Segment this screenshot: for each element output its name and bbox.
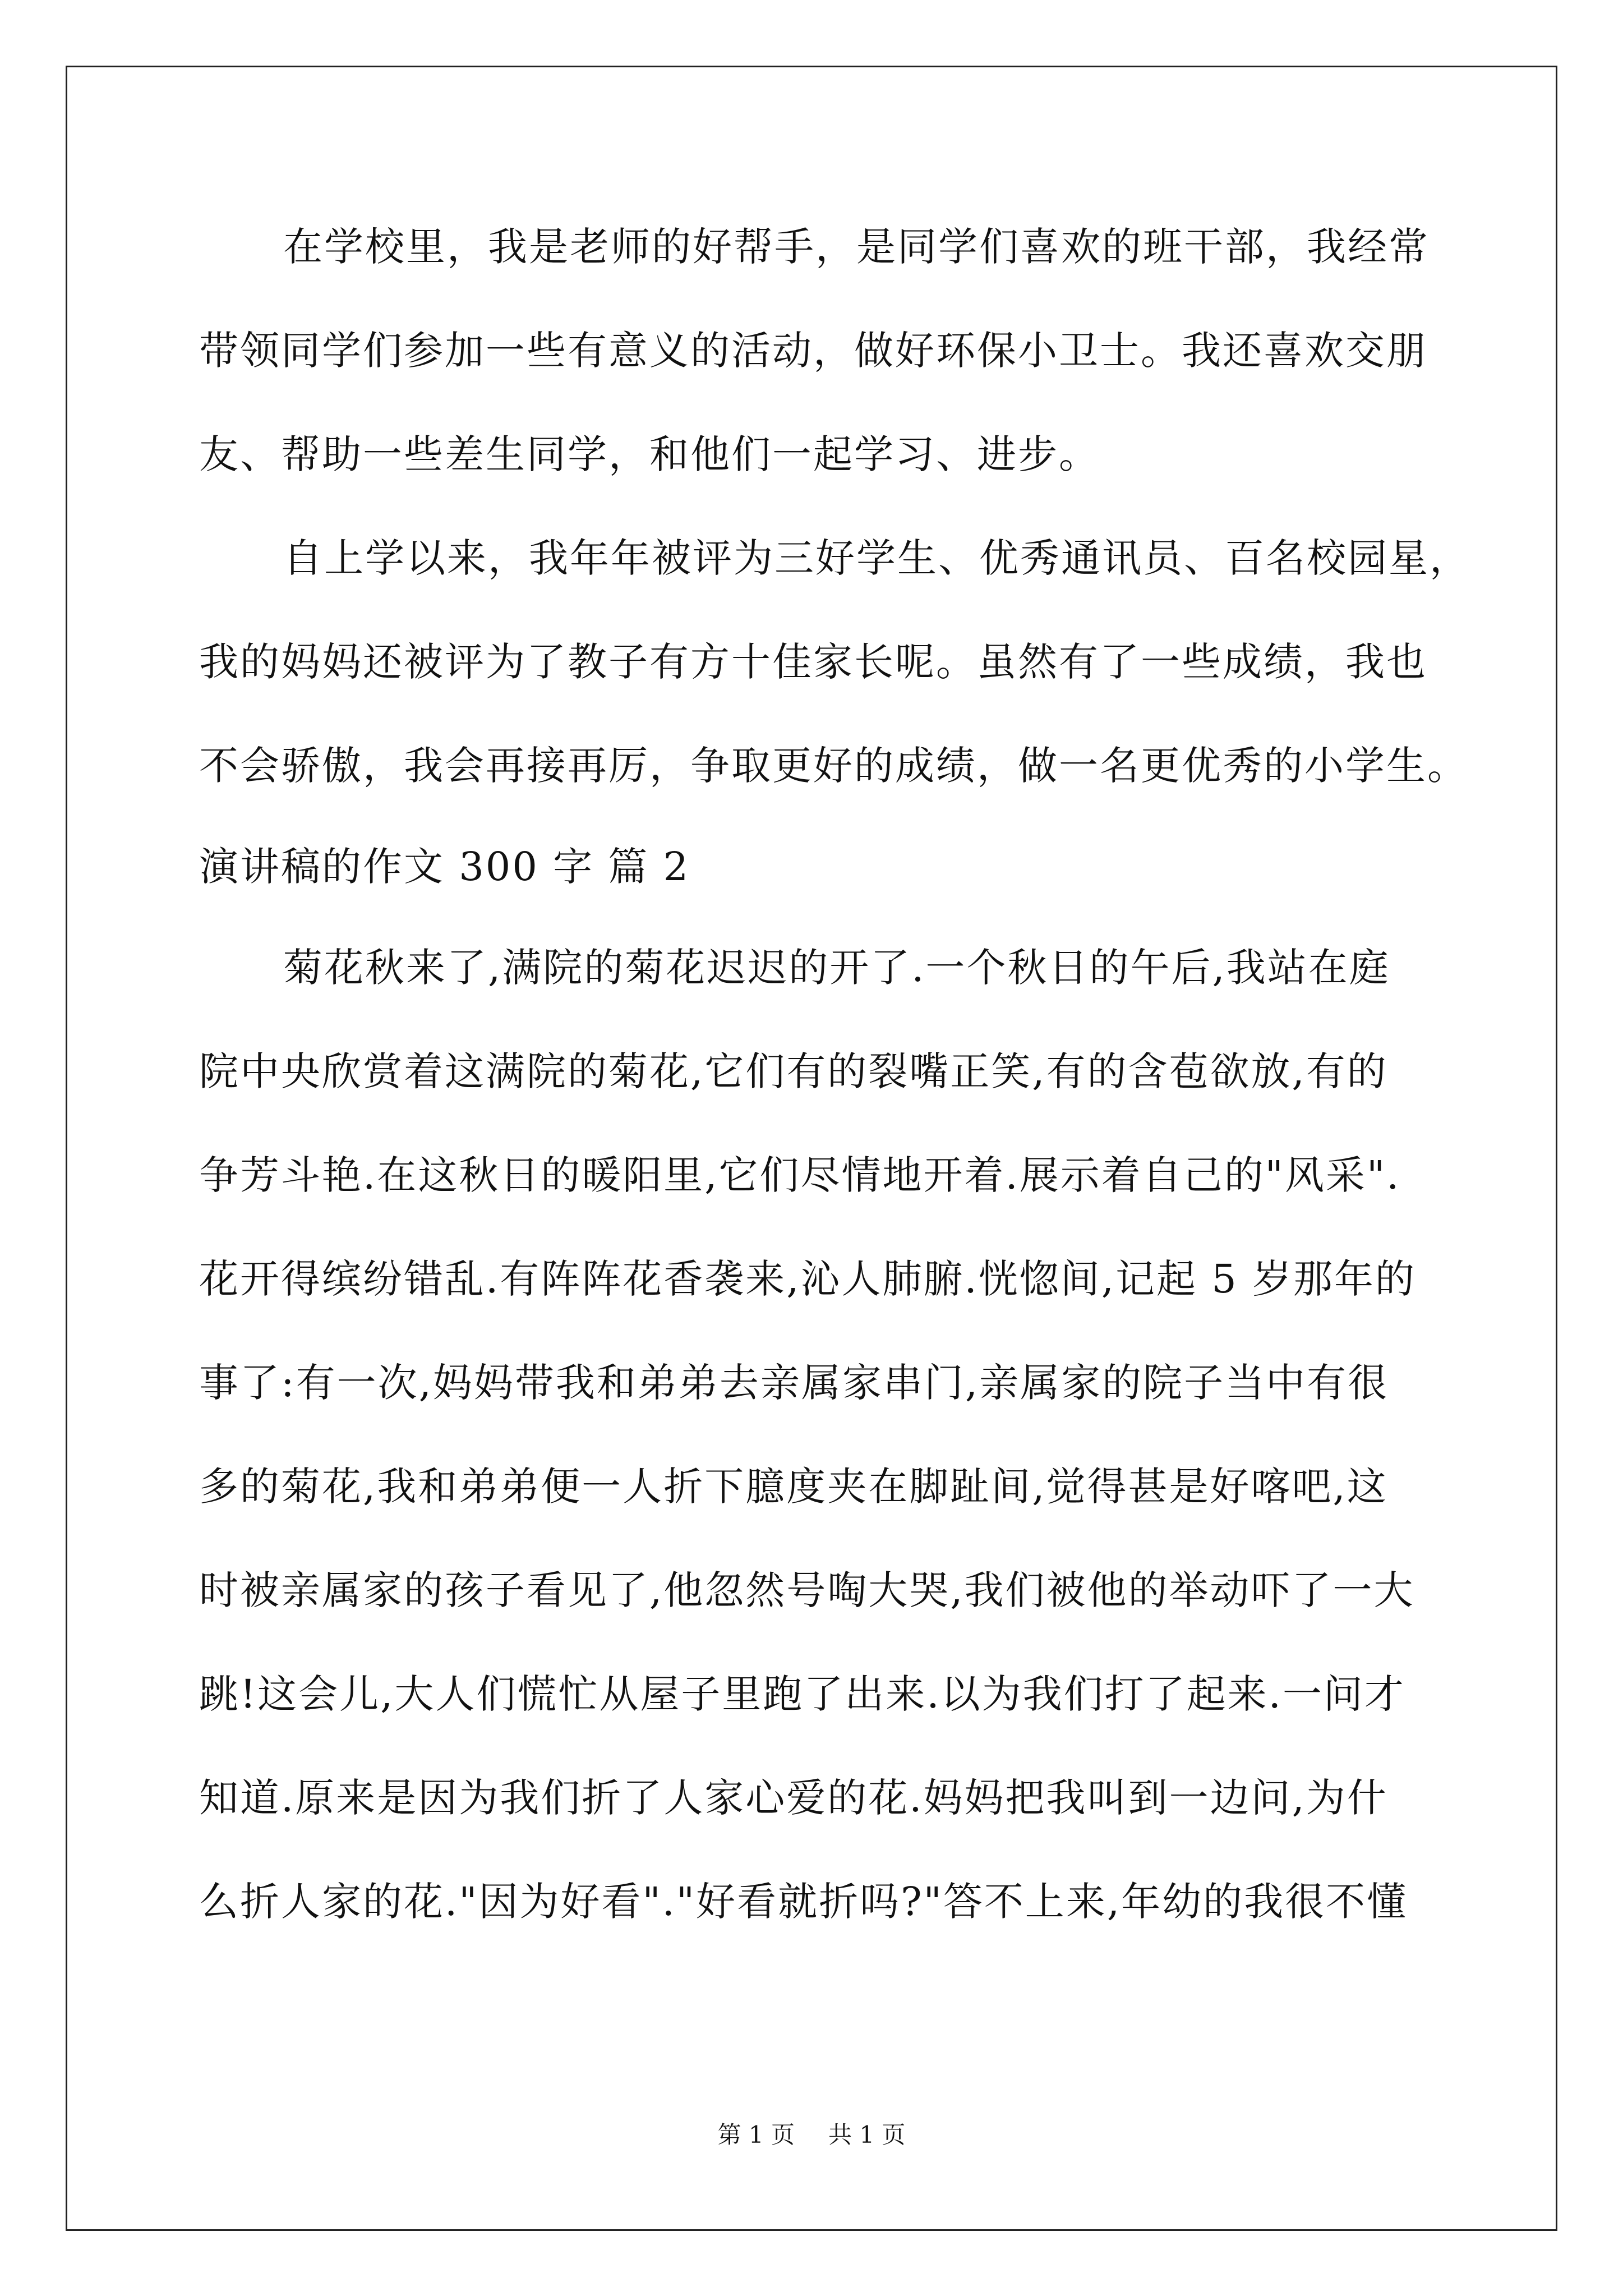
- paragraph-2-line-2: 我的妈妈还被评为了教子有方十佳家长呢。虽然有了一些成绩，我也: [199, 639, 1427, 685]
- paragraph-3-line-6: 多的菊花,我和弟弟便一人折下臆度夹在脚趾间,觉得甚是好喀吧,这: [199, 1464, 1388, 1510]
- paragraph-3-line-2: 院中央欣赏着这满院的菊花,它们有的裂嘴正笑,有的含苞欲放,有的: [199, 1048, 1388, 1094]
- paragraph-2-line-3: 不会骄傲，我会再接再厉，争取更好的成绩，做一名更优秀的小学生。: [199, 743, 1468, 789]
- paragraph-1-line-1: 在学校里，我是老师的好帮手，是同学们喜欢的班干部，我经常: [283, 224, 1430, 270]
- paragraph-1-line-2: 带领同学们参加一些有意义的活动，做好环保小卫士。我还喜欢交朋: [199, 328, 1427, 374]
- paragraph-3-line-10: 么折人家的花."因为好看"."好看就折吗?"答不上来,年幼的我很不懂: [199, 1879, 1408, 1925]
- page-footer: [0, 2119, 1623, 2151]
- paragraph-3-line-7: 时被亲属家的孩子看见了,他忽然号啕大哭,我们被他的举动吓了一大: [199, 1567, 1415, 1613]
- paragraph-3-line-3: 争芳斗艳.在这秋日的暖阳里,它们尽情地开着.展示着自己的"风采".: [199, 1152, 1401, 1198]
- paragraph-3-line-4: 花开得缤纷错乱.有阵阵花香袭来,沁人肺腑.恍惚间,记起 5 岁那年的: [199, 1256, 1417, 1302]
- paragraph-3-line-5: 事了:有一次,妈妈带我和弟弟去亲属家串门,亲属家的院子当中有很: [199, 1360, 1389, 1406]
- paragraph-3-line-9: 知道.原来是因为我们折了人家心爱的花.妈妈把我叫到一边问,为什: [199, 1775, 1388, 1821]
- section-heading: 演讲稿的作文 300 字 篇 2: [199, 844, 690, 890]
- paragraph-1-line-3: 友、帮助一些差生同学，和他们一起学习、进步。: [199, 431, 1100, 477]
- paragraph-2-line-1: 自上学以来，我年年被评为三好学生、优秀通讯员、百名校园星，: [283, 535, 1470, 581]
- page-number: 第 1 页: [717, 2121, 795, 2148]
- paragraph-3-line-8: 跳!这会儿,大人们慌忙从屋子里跑了出来.以为我们打了起来.一问才: [199, 1671, 1405, 1717]
- paragraph-3-line-1: 菊花秋来了,满院的菊花迟迟的开了.一个秋日的午后,我站在庭: [283, 945, 1390, 991]
- page-total: 共 1 页: [828, 2121, 906, 2148]
